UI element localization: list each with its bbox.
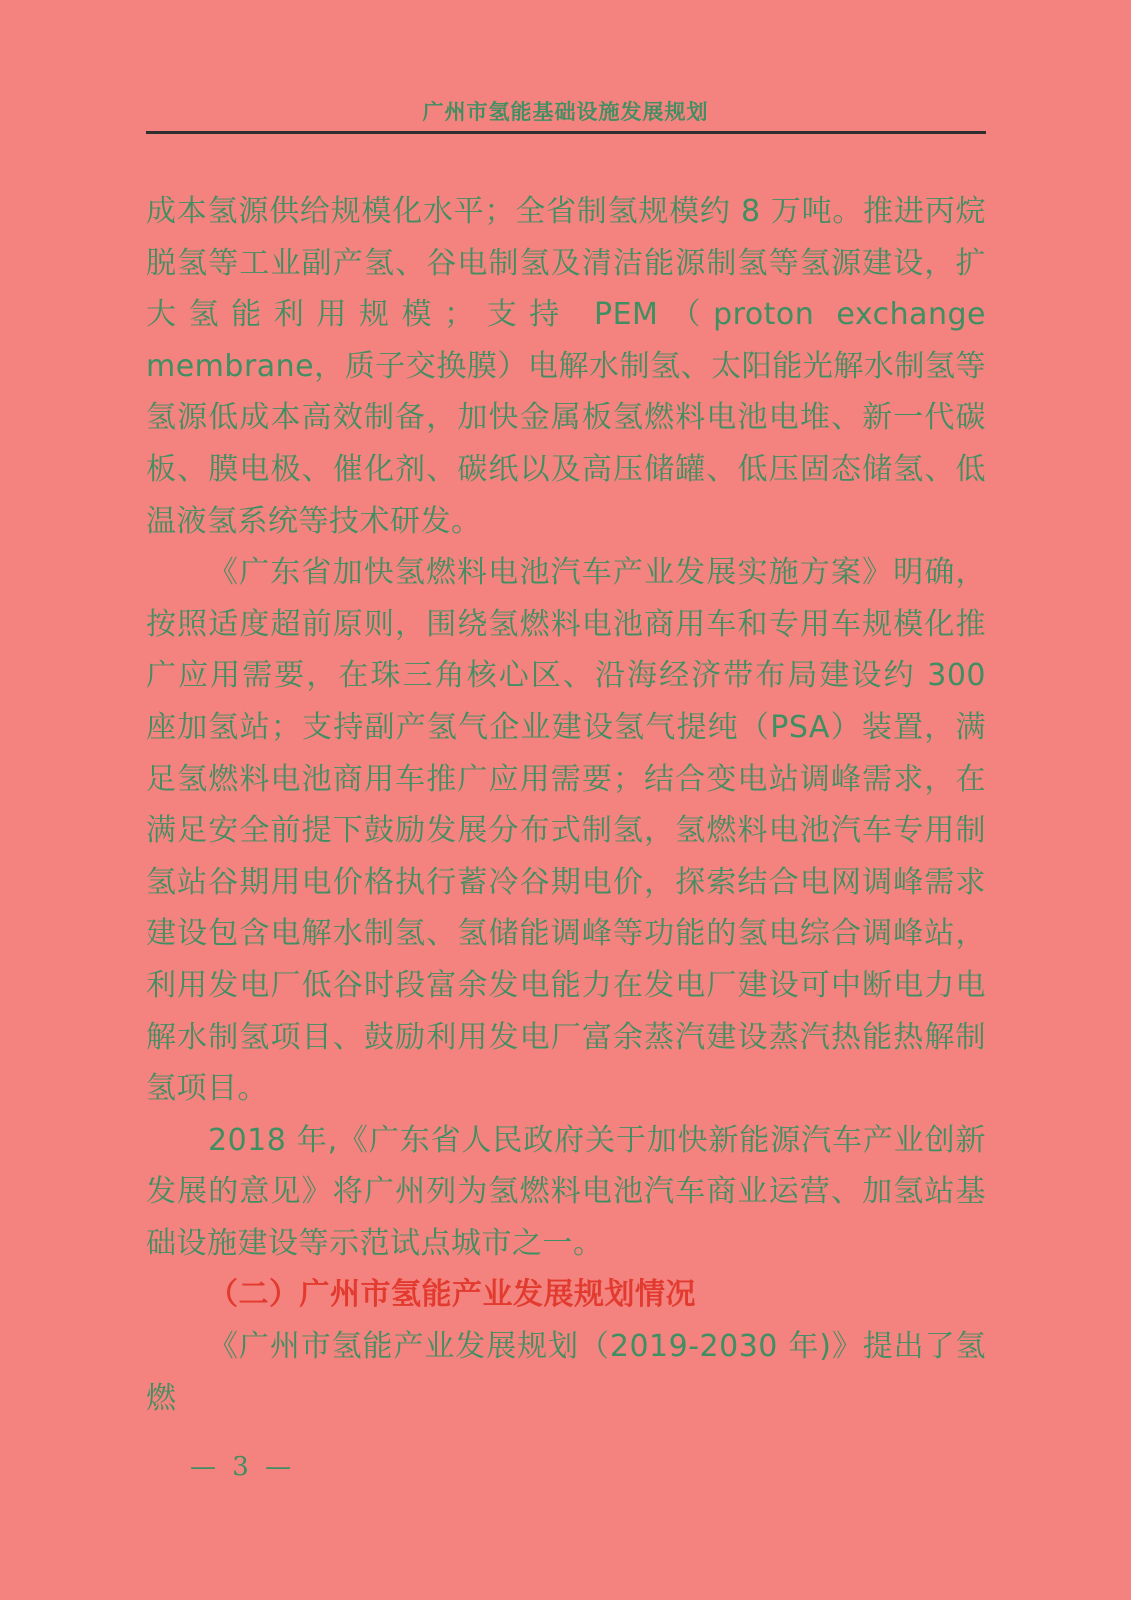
page-number: — 3 — <box>190 1452 296 1482</box>
section-heading: （二）广州市氢能产业发展规划情况 <box>208 1277 696 1313</box>
header-divider <box>146 131 986 134</box>
body-paragraph-1: 成本氢源供给规模化水平；全省制氢规模约 8 万吨。推进丙烷脱氢等工业副产氢、谷电制氢及清洁能源制氢等氢源建设，扩大氢能利用规模；支持 PEM（proton exchange membrane，质子交换膜）电解水制氢、太阳能光解水制氢等氢源低成本高效制备，加快金属板氢燃料电池电堆、新一代碳板、膜电极、催化剂、碳纸以及高压储罐、低压固态储氢、低温液氢系统等技术研发。 <box>146 194 986 539</box>
body-paragraph-3: 2018 年,《广东省人民政府关于加快新能源汽车产业创新发展的意见》将广州列为氢燃料电池汽车商业运营、加氢站基础设施建设等示范试点城市之一。 <box>146 1122 986 1261</box>
page-content <box>146 186 986 1424</box>
header-title: 广州市氢能基础设施发展规划 <box>422 100 709 124</box>
body-paragraph-2: 《广东省加快氢燃料电池汽车产业发展实施方案》明确，按照适度超前原则，围绕氢燃料电池商用车和专用车规模化推广应用需要，在珠三角核心区、沿海经济带布局建设约 300 座加氢站；支持副产氢气企业建设氢气提纯（PSA）装置，满足氢燃料电池商用车推广应用需要；结合变电站调峰需求，在满足安全前提下鼓励发展分布式制氢，氢燃料电池汽车专用制氢站谷期用电价格执行蓄冷谷期电价，探索结合电网调峰需求建设包含电解水制氢、氢储能调峰等功能的氢电综合调峰站，利用发电厂低谷时段富余发电能力在发电厂建设可中断电力电解水制氢项目、鼓励利用发电厂富余蒸汽建设蒸汽热能热解制氢项目。 <box>146 555 986 1107</box>
body-paragraph-4: 《广州市氢能产业发展规划（2019-2030 年)》提出了氢燃 <box>146 1329 986 1416</box>
page-header <box>0 96 1131 126</box>
